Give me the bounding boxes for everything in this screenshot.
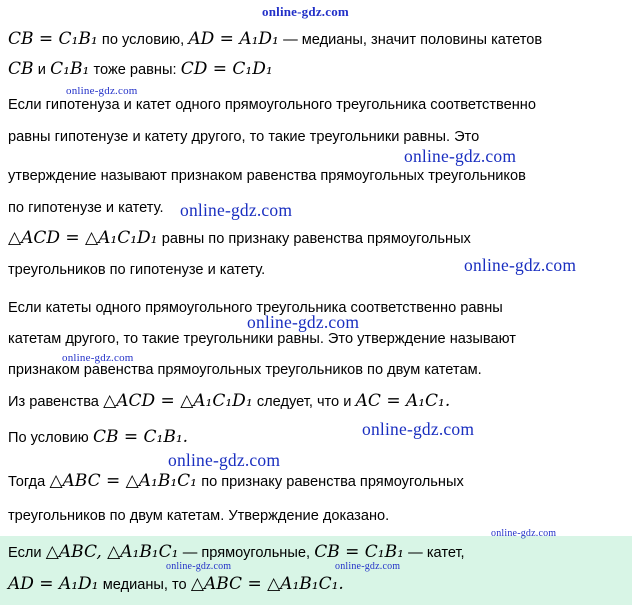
watermark: online-gdz.com <box>62 352 134 364</box>
math-expression: CB = C₁B₁ <box>8 29 98 49</box>
math-expression: CB = C₁B₁. <box>92 427 189 447</box>
solution-line-8: треугольников по двум катетам. Утверждение доказано. <box>8 508 390 524</box>
math-expression: AD = A₁D₁ <box>8 574 99 594</box>
text-fragment: по условию, <box>101 32 185 48</box>
text-fragment: равны по признаку равенства прямоугольных <box>161 231 471 247</box>
text-fragment: по признаку равенства прямоугольных <box>201 474 464 490</box>
watermark: online-gdz.com <box>335 561 401 572</box>
text-fragment: Тогда <box>8 474 46 490</box>
solution-line-7 <box>8 472 464 492</box>
paragraph-2-line-3: признаком равенства прямоугольных треугольников по двум катетам. <box>8 362 482 378</box>
text-fragment: медианы, то <box>102 577 187 593</box>
conclusion-line-2 <box>8 575 344 595</box>
conclusion-line-1 <box>8 543 465 563</box>
solution-line-4: треугольников по гипотенузе и катету. <box>8 262 266 278</box>
watermark: online-gdz.com <box>180 200 293 220</box>
text-fragment: — прямоугольные, <box>182 545 311 561</box>
solution-line-1 <box>8 30 542 50</box>
math-expression: C₁B₁ <box>50 59 90 79</box>
math-expression: △ABC = △A₁B₁C₁ <box>49 471 197 491</box>
watermark: online-gdz.com <box>168 450 281 470</box>
text-fragment: — катет, <box>408 545 465 561</box>
solution-line-5 <box>8 392 450 412</box>
paragraph-1-line-1: Если гипотенуза и катет одного прямоугольного треугольника соответственно <box>8 97 536 113</box>
math-expression: AC = A₁C₁. <box>355 391 451 411</box>
text-fragment: Из равенства <box>8 394 99 410</box>
solution-line-6 <box>8 428 188 448</box>
paragraph-1-line-2: равны гипотенузе и катету другого, то такие треугольники равны. Это <box>8 129 480 145</box>
text-fragment: следует, что и <box>256 394 352 410</box>
watermark: online-gdz.com <box>166 561 232 572</box>
math-expression: CB <box>8 59 34 79</box>
text-fragment: Если <box>8 545 42 561</box>
text-fragment: и <box>37 62 46 78</box>
paragraph-2-line-2: катетам другого, то такие треугольники равны. Это утверждение называют <box>8 331 516 347</box>
math-expression: CD = C₁D₁ <box>180 59 273 79</box>
watermark: online-gdz.com <box>362 419 475 439</box>
text-fragment: По условию <box>8 430 89 446</box>
solution-line-2 <box>8 60 273 80</box>
math-expression: △ABC, △A₁B₁C₁ <box>45 542 179 562</box>
text-fragment: — медианы, значит половины катетов <box>283 32 543 48</box>
watermark: online-gdz.com <box>491 528 557 539</box>
watermark: online-gdz.com <box>404 146 517 166</box>
math-expression: AD = A₁D₁ <box>188 29 279 49</box>
watermark: online-gdz.com <box>464 255 577 275</box>
text-fragment: тоже равны: <box>93 62 177 78</box>
watermark: online-gdz.com <box>262 4 349 19</box>
watermark: online-gdz.com <box>247 312 360 332</box>
math-expression: △ACD = △A₁C₁D₁ <box>8 228 158 248</box>
math-expression: △ABC = △A₁B₁C₁. <box>190 574 344 594</box>
paragraph-2-line-1: Если катеты одного прямоугольного треугольника соответственно равны <box>8 300 503 316</box>
paragraph-1-line-4: по гипотенузе и катету. <box>8 200 164 216</box>
watermark: online-gdz.com <box>66 85 138 97</box>
math-expression: △ACD = △A₁C₁D₁ <box>103 391 253 411</box>
math-expression: CB = C₁B₁ <box>314 542 404 562</box>
solution-line-3 <box>8 229 471 249</box>
paragraph-1-line-3: утверждение называют признаком равенства прямоугольных треугольников <box>8 168 526 184</box>
